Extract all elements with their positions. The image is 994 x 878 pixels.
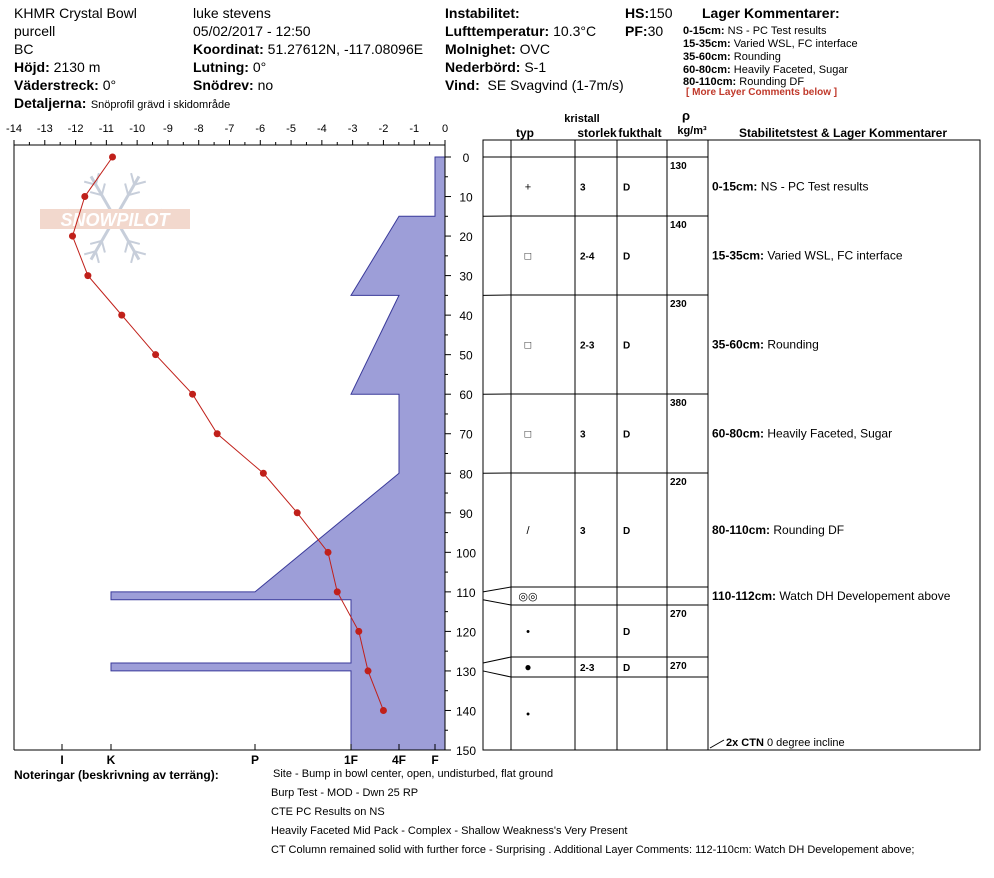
aspect-label: Väderstreck: [14, 77, 99, 93]
header-rho-unit: kg/m³ [677, 125, 707, 137]
layer-comment-4: 80-110cm: Rounding DF [683, 76, 805, 88]
grain-type-icon: □ [524, 250, 532, 263]
layer-comment-1: 15-35cm: Varied WSL, FC interface [683, 38, 858, 50]
coord: 51.27612N, -117.08096E [267, 41, 424, 57]
density: 140 [670, 220, 687, 231]
notes-line-4: CT Column remained solid with further force - Surprising . Additional Layer Comments: 112-110cm: Watch DH Developement above; [271, 844, 915, 856]
hardness-tick-label: F [431, 753, 439, 767]
grain-size: 2-3 [580, 340, 595, 352]
wind: SE Svagvind (1-7m/s) [487, 77, 624, 93]
depth-tick-label: 150 [455, 744, 477, 758]
sky: OVC [519, 41, 550, 57]
temp-tick-label: -2 [378, 123, 389, 135]
table-row [524, 660, 687, 674]
table-row [525, 299, 819, 352]
notes-line-3: Heavily Faceted Mid Pack - Complex - Shallow Weakness's Very Present [271, 825, 628, 837]
notes-line-2: CTE PC Results on NS [271, 806, 385, 818]
grain-type-icon: □ [524, 339, 532, 352]
temp-point [84, 272, 91, 279]
temp-point [69, 233, 76, 240]
layer-comment-2: 35-60cm: Rounding [683, 51, 781, 63]
grain-type-icon: • [526, 626, 530, 638]
temp-tick-label: 0 [441, 123, 449, 135]
header-stability: Stabilitetstest & Lager Kommentarer [738, 126, 948, 140]
layer-comment: 80-110cm: Rounding DF [712, 523, 845, 537]
table-row [525, 161, 869, 194]
depth-connector [483, 657, 511, 663]
temp-tick-label: -3 [347, 123, 358, 135]
elevation-label: Höjd: [14, 59, 50, 75]
temp-tick-label: -14 [6, 123, 22, 135]
depth-tick-label: 30 [459, 269, 473, 284]
layer-comment: 0-15cm: NS - PC Test results [712, 179, 869, 194]
density: 230 [670, 299, 687, 310]
region: BC [14, 41, 34, 57]
wind-label: Vind: [445, 77, 480, 93]
header-storlek: storlek [577, 126, 617, 140]
temperature-profile [69, 154, 387, 714]
temp-tick-label: -4 [316, 123, 327, 135]
notes-line-0: Site - Bump in bowl center, open, undisturbed, flat ground [273, 768, 554, 780]
hardness-tick-label: 1F [343, 753, 359, 767]
location: KHMR Crystal Bowl [14, 5, 137, 21]
snowpilot-logo [40, 173, 190, 263]
depth-tick-label: 130 [455, 664, 477, 679]
depth-tick-label: 70 [459, 427, 473, 442]
grain-type-icon: • [526, 708, 530, 721]
temp-point [355, 628, 362, 635]
hardness-tick-label: 4F [391, 753, 407, 767]
depth-tick-label: 90 [459, 506, 473, 521]
depth-tick-label: 120 [455, 625, 477, 640]
coord-label: Koordinat: [193, 41, 264, 57]
observer: luke stevens [193, 5, 271, 21]
snowflake-branch [102, 184, 105, 196]
notes-label: Noteringar (beskrivning av terräng): [14, 768, 219, 782]
hardness-profile [111, 157, 445, 750]
header-rho: ρ [681, 108, 691, 123]
depth-tick-label: 20 [459, 230, 473, 245]
grain-type-icon: ◎◎ [518, 591, 538, 603]
sky-label: Molnighet: [445, 41, 516, 57]
layer-comment-3: 60-80cm: Heavily Faceted, Sugar [683, 64, 849, 76]
moisture: D [623, 182, 631, 194]
table-row [526, 477, 844, 537]
snowflake-branch [125, 184, 128, 196]
grain-size: 3 [580, 429, 586, 441]
temp-tick-label: -9 [163, 123, 173, 135]
table-row [526, 709, 530, 721]
layer-comments-title: Lager Kommentarer: [702, 5, 840, 21]
depth-tick-label: 110 [456, 585, 476, 600]
temp-point [214, 430, 221, 437]
temp-point [365, 667, 372, 674]
depth-tick-label: 40 [459, 309, 473, 324]
temp-tick-label: -12 [67, 123, 84, 135]
hs: 150 [649, 5, 673, 21]
temp-point [189, 391, 196, 398]
more-comments-link[interactable]: [ More Layer Comments below ] [686, 87, 838, 98]
density: 270 [670, 661, 687, 672]
aspect: 0° [102, 77, 117, 93]
details-label: Detaljerna: [14, 95, 87, 111]
instability-label: Instabilitet: [445, 5, 520, 21]
temp-tick-label: -7 [224, 123, 235, 135]
header-kristall: kristall [564, 113, 600, 125]
snowflake-branch [96, 251, 99, 263]
table-row [525, 220, 903, 263]
depth-tick-label: 60 [459, 388, 473, 403]
precip: S-1 [524, 59, 547, 75]
temp-tick-label: -6 [255, 123, 266, 135]
temp-point [152, 351, 159, 358]
moisture: D [623, 429, 631, 441]
moisture: D [623, 340, 631, 352]
grain-size: 3 [580, 182, 586, 194]
datetime: 05/02/2017 - 12:50 [193, 23, 311, 39]
grain-size: 3 [580, 526, 586, 537]
temp-point [109, 154, 116, 161]
elevation: 2130 m [53, 59, 101, 75]
temp-point [294, 509, 301, 516]
temp-point [325, 549, 332, 556]
temp-tick-label: -13 [36, 123, 53, 135]
temp-point [118, 312, 125, 319]
temp-tick-label: -1 [409, 123, 420, 135]
grain-size: 2-4 [580, 251, 595, 263]
table-frame [483, 140, 980, 750]
depth-tick-label: 10 [459, 190, 473, 205]
depth-tick-label: 0 [462, 151, 470, 165]
depth-connector [483, 600, 511, 605]
snowflake-branch [102, 241, 105, 253]
drift-label: Snödrev: [193, 77, 254, 93]
snowflake-branch [125, 241, 128, 253]
layer-comment: 35-60cm: Rounding [712, 337, 819, 352]
temp-tick-label: -11 [98, 123, 114, 135]
layer-comment: 110-112cm: Watch DH Developement above [712, 589, 951, 603]
pf-label: PF: [625, 23, 648, 39]
logo-text: SNOWPILOT [60, 210, 170, 230]
pf: 30 [647, 23, 664, 39]
temp-line [72, 157, 383, 710]
precip-label: Nederbörd: [445, 59, 521, 75]
header-fukthalt: fukthalt [618, 126, 662, 140]
moisture: D [623, 663, 631, 674]
slope: 0° [252, 59, 267, 75]
grain-type-icon: □ [524, 428, 532, 441]
airtemp: 10.3°C [553, 23, 597, 39]
hardness-tick-label: P [250, 753, 260, 767]
depth-tick-label: 100 [455, 546, 477, 561]
stability-arrow [710, 740, 724, 748]
layer-comment-0: 0-15cm: NS - PC Test results [683, 25, 827, 37]
depth-tick-label: 140 [455, 704, 477, 719]
temp-tick-label: -8 [193, 123, 204, 135]
hardness-tick-label: I [60, 753, 64, 767]
area: purcell [14, 23, 56, 39]
depth-connector [483, 587, 511, 592]
layer-table [483, 108, 980, 750]
notes-line-1: Burp Test - MOD - Dwn 25 RP [271, 787, 419, 799]
grain-type-icon: + [524, 181, 532, 194]
grain-type-icon: ● [524, 660, 532, 674]
hardness-tick-label: K [106, 753, 116, 767]
details: Snöprofil grävd i skidområde [90, 99, 231, 111]
moisture: D [623, 526, 631, 537]
moisture: D [623, 627, 631, 638]
density: 270 [670, 609, 687, 620]
depth-tick-label: 80 [459, 467, 473, 482]
layer-comment: 60-80cm: Heavily Faceted, Sugar [712, 426, 893, 441]
table-row [526, 609, 687, 638]
header-typ: typ [516, 126, 534, 140]
depth-connector [483, 671, 511, 677]
temp-tick-label: -10 [129, 123, 146, 135]
drift: no [257, 77, 274, 93]
snowflake-branch [131, 173, 134, 185]
airtemp-label: Lufttemperatur: [445, 23, 550, 39]
density: 220 [670, 477, 687, 488]
depth-tick-label: 50 [459, 348, 473, 363]
snowflake-branch [131, 251, 134, 263]
stability-test: 2x CTN 0 degree incline [726, 737, 845, 749]
temp-point [380, 707, 387, 714]
temp-point [334, 588, 341, 595]
hardness-area [111, 157, 445, 750]
hs-label: HS: [625, 5, 650, 21]
density: 130 [670, 161, 687, 172]
slope-label: Lutning: [193, 59, 249, 75]
grain-size: 2-3 [580, 663, 595, 674]
temp-point [260, 470, 267, 477]
table-row [518, 589, 950, 603]
layer-comment: 15-35cm: Varied WSL, FC interface [712, 248, 903, 263]
density: 380 [670, 398, 687, 409]
temp-tick-label: -5 [286, 123, 296, 135]
moisture: D [623, 251, 631, 263]
temp-point [81, 193, 88, 200]
grain-type-icon: / [526, 525, 530, 537]
